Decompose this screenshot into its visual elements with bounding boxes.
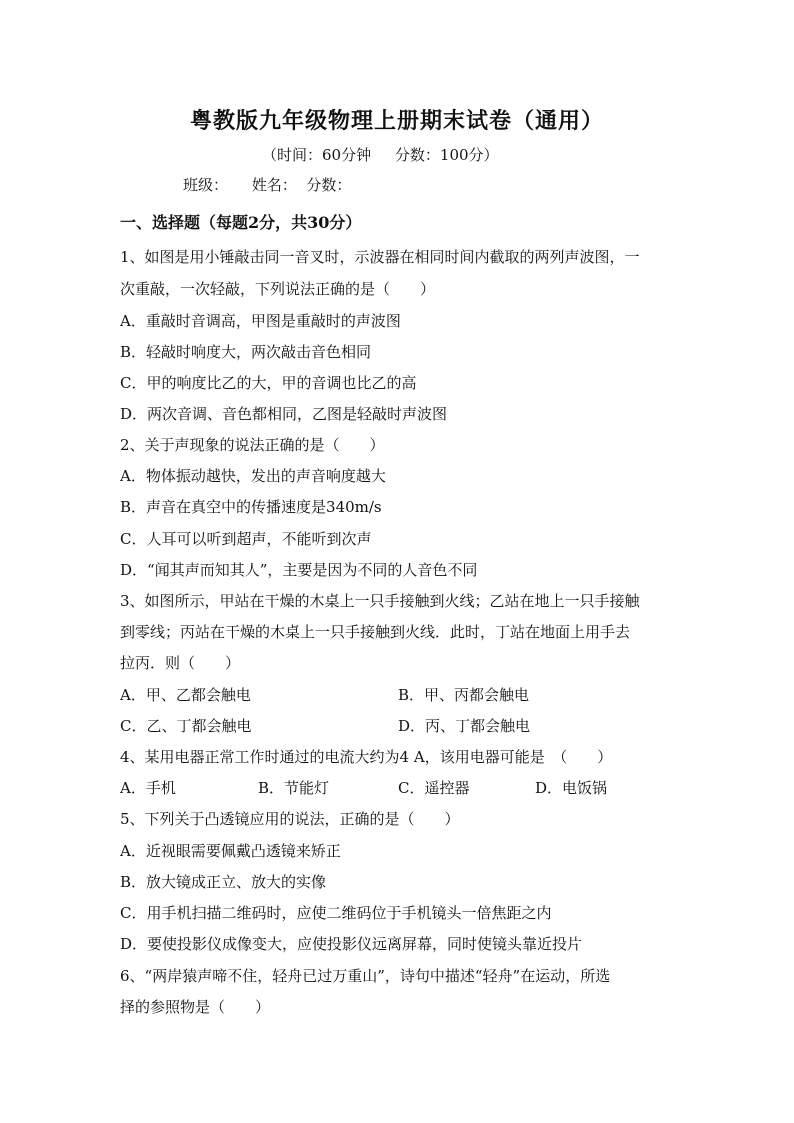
exam-time-score: （时间：60分钟 分数：100分）	[262, 146, 499, 164]
question-5-option-d: D．要使投影仪成像变大，应使投影仪远离屏幕，同时使镜头靠近投片	[120, 935, 583, 953]
question-5-option-a: A．近视眼需要佩戴凸透镜来矫正	[120, 842, 341, 860]
question-1-option-b: B．轻敲时响度大，两次敲击音色相同	[120, 343, 372, 361]
question-2-stem: 2、关于声现象的说法正确的是（ ）	[120, 436, 385, 454]
exam-title: 粤教版九年级物理上册期末试卷（通用）	[189, 108, 604, 134]
question-3-option-a: A．甲、乙都会触电	[120, 686, 251, 704]
question-3-option-d: D．丙、丁都会触电	[398, 717, 531, 735]
question-4-option-c: C．遥控器	[398, 779, 470, 797]
student-info-line: 班级： 姓名： 分数：	[183, 176, 352, 194]
question-5-option-b: B．放大镜成正立、放大的实像	[120, 873, 327, 891]
question-2-option-c: C．人耳可以听到超声，不能听到次声	[120, 530, 372, 548]
question-2-option-a: A．物体振动越快，发出的声音响度越大	[120, 467, 386, 485]
section-heading: 一、选择题（每题2分，共30分）	[120, 213, 362, 232]
question-3-option-b: B．甲、丙都会触电	[398, 686, 530, 704]
question-3-stem-line-1: 3、如图所示，甲站在干燥的木桌上一只手接触到火线；乙站在地上一只手接触	[120, 592, 640, 610]
question-4-option-d: D．电饭锅	[535, 779, 608, 797]
question-6-stem-line-1: 6、“两岸猿声啼不住，轻舟已过万重山”，诗句中描述“轻舟”在运动，所选	[120, 967, 611, 985]
question-3-option-c: C．乙、丁都会触电	[120, 717, 252, 735]
question-4-option-a: A．手机	[120, 779, 176, 797]
question-3-stem-line-3: 拉丙．则（ ）	[120, 654, 241, 672]
question-1-option-a: A．重敲时音调高，甲图是重敲时的声波图	[120, 312, 401, 330]
question-3-stem-line-2: 到零线；丙站在干燥的木桌上一只手接触到火线．此时，丁站在地面上用手去	[120, 623, 631, 641]
question-5-option-c: C．用手机扫描二维码时，应使二维码位于手机镜头一倍焦距之内	[120, 904, 552, 922]
question-1-stem-line-1: 1、如图是用小锤敲击同一音叉时，示波器在相同时间内截取的两列声波图，一	[120, 248, 640, 266]
question-1-stem-line-2: 次重敲，一次轻敲，下列说法正确的是（ ）	[120, 280, 436, 298]
question-6-stem-line-2: 择的参照物是（ ）	[120, 998, 271, 1016]
question-5-stem: 5、下列关于凸透镜应用的说法，正确的是（ ）	[120, 810, 460, 828]
question-4-option-b: B．节能灯	[258, 779, 330, 797]
question-1-option-d: D．两次音调、音色都相同，乙图是轻敲时声波图	[120, 405, 448, 423]
question-2-option-b: B．声音在真空中的传播速度是340m/s	[120, 498, 382, 516]
question-1-option-c: C．甲的响度比乙的大，甲的音调也比乙的高	[120, 374, 417, 392]
question-2-option-d: D．“闻其声而知其人”，主要是因为不同的人音色不同	[120, 561, 478, 579]
question-4-stem: 4、某用电器正常工作时通过的电流大约为4 A，该用电器可能是 （ ）	[120, 748, 613, 766]
